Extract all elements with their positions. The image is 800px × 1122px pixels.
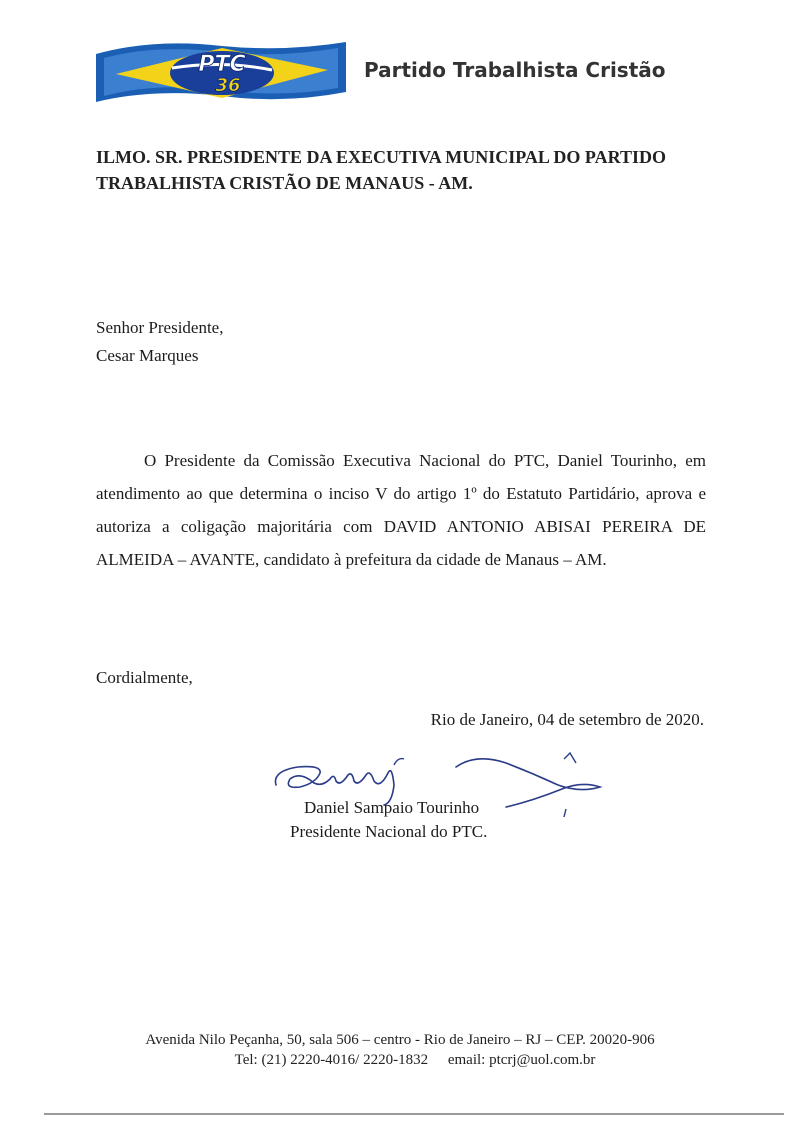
body-paragraph: O Presidente da Comissão Executiva Nacional do PTC, Daniel Tourinho, em atendimento ao que determina o inciso V do artigo 1º do Estatuto Partidário, aprova e autoriza a coligação majoritária com DAVID ANTONIO ABISAI PEREIRA DE ALMEIDA – AVANTE, candidato à prefeitura da cidade de Manaus – AM. (96, 451, 706, 569)
addressee-line-1: ILMO. SR. PRESIDENTE DA EXECUTIVA MUNICIPAL DO PARTIDO (96, 147, 666, 167)
footer-email: email: ptcrj@uol.com.br (447, 1052, 596, 1068)
letter-body (96, 444, 706, 576)
bottom-rule (44, 1113, 784, 1115)
signer-title: Presidente Nacional do PTC. (290, 822, 488, 841)
addressee-line-2: TRABALHISTA CRISTÃO DE MANAUS - AM. (96, 173, 473, 193)
signer-block (290, 796, 487, 844)
salutation-line-2: Cesar Marques (96, 346, 199, 365)
place-date: Rio de Janeiro, 04 de setembro de 2020. (430, 710, 704, 729)
svg-text:PTC: PTC (198, 52, 246, 77)
party-name: Partido Trabalhista Cristão (364, 58, 666, 82)
footer-contact (0, 1050, 800, 1070)
ptc-36-logo (94, 36, 348, 108)
salutation-line-1: Senhor Presidente, (96, 318, 224, 337)
signer-name: Daniel Sampaio Tourinho (304, 798, 480, 817)
salutation-block (96, 314, 223, 370)
footer-address: Avenida Nilo Peçanha, 50, sala 506 – centro - Rio de Janeiro – RJ – CEP. 20020-906 (145, 1032, 655, 1048)
closing: Cordialmente, (96, 668, 193, 687)
addressee-block (96, 144, 736, 196)
svg-text:36: 36 (215, 75, 241, 96)
footer-phones: Tel: (21) 2220-4016/ 2220-1832 (234, 1052, 429, 1068)
footer (0, 1030, 800, 1070)
